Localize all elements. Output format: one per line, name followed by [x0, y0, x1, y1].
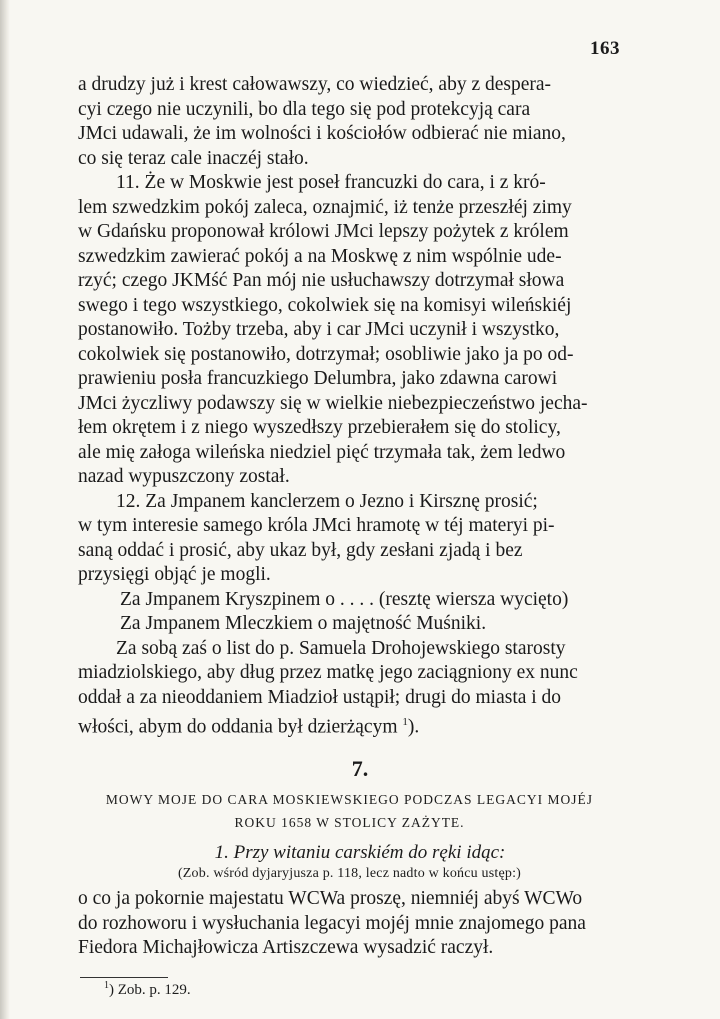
short-entries [78, 588, 621, 637]
text-line: JMci życzliwy podawszy się w wielkie niebezpieczeństwo jecha- [78, 392, 588, 414]
paragraph-11 [78, 171, 621, 490]
text-line: włości, abym do oddania był dzierżącym $^1$). [78, 716, 420, 738]
section-title-line: MOWY MOJE DO CARA MOSKIEWSKIEGO PODCZAS LEGACYI MOJÉJ [105, 792, 594, 807]
speech-subtitle: 1. Przy witaniu carskiém do ręki idąc: [214, 842, 506, 863]
text-line: rzyć; czego JKMść Pan mój nie usłuchawszy dotrzymał słowa [78, 270, 565, 291]
section-title [78, 788, 621, 834]
text-line: postanowiło. Tożby trzeba, aby i car JMci uczynił i wszystko, [78, 319, 560, 340]
text-line: nazad wypuszczony został. [78, 466, 290, 487]
text-line: miadziolskiego, aby dług przez matkę jego zaciągniony ex nunc [78, 662, 578, 683]
text-line: Za Jmpanem Mleczkiem o majętność Muśniki. [120, 613, 487, 634]
section-title-line: ROKU 1658 W STOLICY ZAŻYTE. [234, 815, 465, 830]
text-line: łem okrętem i z niego wyszedłszy przebierałem się do stolicy, [78, 417, 561, 438]
text-line: Za Jmpanem Kryszpinem o . . . . (resztę wiersza wycięto) [120, 588, 569, 610]
text-line: o co ja pokornie majestatu WCWa proszę, niemniéj abyś WCWo [78, 888, 583, 909]
main-text [78, 73, 621, 740]
text-line: przysięgi objąć je mogli. [78, 564, 271, 585]
text-line: Fiedora Michajłowicza Artiszczewa wysadzić raczył. [78, 937, 494, 958]
footnote: $^1$) Zob. p. 129. [104, 980, 191, 998]
footnote-marker: 1 [402, 716, 408, 728]
text-line: co się teraz cale inaczéj stało. [78, 147, 309, 169]
footnote-text: Zob. p. 129. [117, 982, 191, 998]
opening-paragraph [78, 73, 621, 171]
page-number: 163 [590, 38, 620, 59]
footnote-divider [80, 977, 168, 978]
text-line: a drudzy już i krest całowawszy, co wiedzieć, aby z despera- [78, 74, 552, 95]
text-line: Za sobą zaś o list do p. Samuela Drohojewskiego starosty [116, 637, 566, 659]
text-line: swego i tego wszystkiego, cokolwiek się na komisyi wileńskiéj [78, 294, 572, 316]
editorial-note: (Zob. wśród dyjaryjusza p. 118, lecz nadto w końcu ustęp:) [177, 866, 522, 881]
text-line: 12. Za Jmpanem kanclerzem o Jezno i Kirsznę prosić; [116, 490, 538, 512]
text-line: do rozhoworu i wysłuchania legacyi mojéj mnie znajomego pana [78, 912, 586, 934]
text-line: ale mię załoga wileńska niedziel pięć trzymała tak, żem ledwo [78, 441, 566, 463]
text-line: szwedzkim zawierać pokój a na Moskwę z nim wspólnie ude- [78, 245, 562, 267]
final-paragraph [78, 637, 621, 741]
closing-paragraph [78, 887, 621, 961]
text-line: prawieniu posła francuzkiego Delumbra, jako zdawna carowi [78, 368, 558, 389]
text-line: cyi czego nie uczynili, bo dla tego się pod protekcyją cara [78, 98, 531, 120]
section-number: 7. [351, 756, 369, 781]
text-line: lem szwedzkim pokój zaleca, oznajmić, iż tenże przeszłéj zimy [78, 196, 572, 218]
footnote-number: 1 [104, 980, 109, 991]
text-line: 11. Że w Moskwie jest poseł francuzki do cara, i z kró- [116, 172, 546, 193]
text-line: oddał a za nieoddaniem Miadzioł ustąpił; drugi do miasta i do [78, 686, 562, 708]
text-line: w tym interesie samego króla JMci hramotę w téj materyi pi- [78, 515, 555, 536]
text-line: JMci udawali, że im wolności i kościołów odbierać nie miano, [78, 123, 566, 144]
text-line: w Gdańsku proponował królowi JMci lepszy pożytek z królem [78, 221, 569, 242]
text-line-content: włości, abym do oddania był dzierżącym [78, 716, 398, 738]
page-binding-edge [0, 0, 10, 1019]
paragraph-12 [78, 490, 621, 588]
text-line: saną oddać i prosić, aby ukaz był, gdy zesłani zjadą i bez [78, 539, 523, 561]
text-line: cokolwiek się postanowiło, dotrzymał; osobliwie jako ja po od- [78, 343, 574, 365]
